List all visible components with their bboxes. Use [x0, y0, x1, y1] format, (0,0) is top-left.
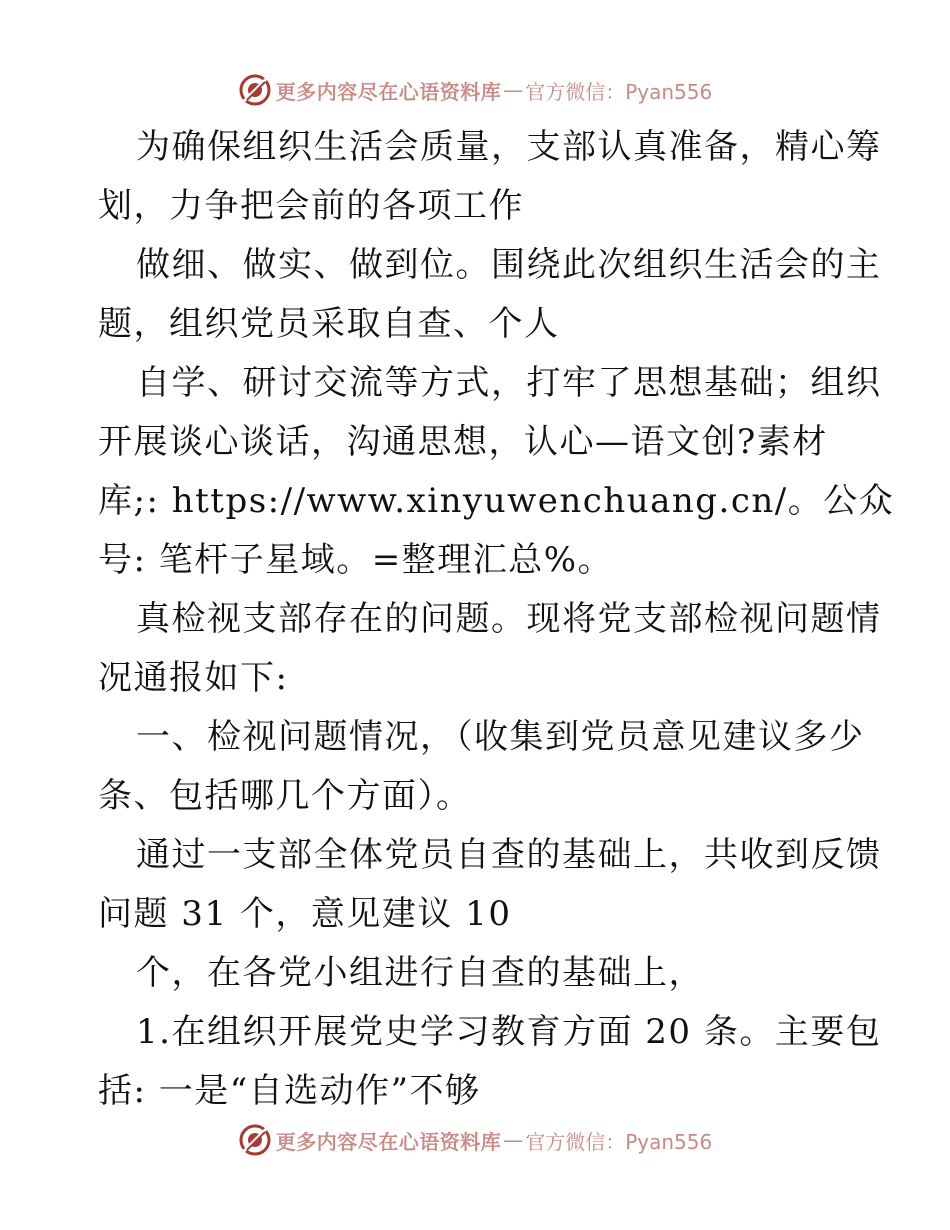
text-line: 号: 笔杆子星域。=整理汇总%。 [98, 540, 614, 580]
text-line: 条、包括哪几个方面）。 [98, 776, 472, 816]
text-line: 括: 一是“自选动作”不够 [98, 1071, 481, 1111]
text-line: 开展谈心谈话，沟通思想，认心—语文创?素材 [98, 422, 828, 462]
text-line: 真检视支部存在的问题。现将党支部检视问题情 [136, 599, 882, 639]
text-line: 题，组织党员采取自查、个人 [98, 304, 560, 344]
text-line: 划，力争把会前的各项工作 [98, 186, 524, 226]
text-line: 1.在组织开展党史学习教育方面 20 条。主要包 [136, 1012, 882, 1052]
text-line: 自学、研讨交流等方式，打牢了思想基础；组织 [136, 363, 882, 403]
banner-dash: — [503, 1128, 524, 1152]
library-logo-icon [238, 73, 272, 107]
document-body [98, 118, 895, 1121]
text-line: 问题 31 个，意见建议 10 [98, 894, 512, 934]
banner-wechat-text: 官方微信：Pyan556 [525, 79, 713, 104]
text-line: 为确保组织生活会质量，支部认真准备，精心筹 [136, 127, 882, 167]
text-line: 况通报如下: [98, 658, 289, 698]
header-banner [0, 70, 950, 110]
banner-wechat-text: 官方微信：Pyan556 [525, 1129, 713, 1154]
text-line: 通过一支部全体党员自查的基础上，共收到反馈 [136, 835, 882, 875]
footer-banner [0, 1120, 950, 1160]
banner-brand-text: 更多内容尽在心语资料库 [275, 1129, 502, 1154]
banner-dash: — [503, 78, 524, 102]
library-logo-icon [238, 1123, 272, 1157]
text-line: 做细、做实、做到位。围绕此次组织生活会的主 [136, 245, 882, 285]
banner-brand-text: 更多内容尽在心语资料库 [275, 79, 502, 104]
text-line: 一、检视问题情况，（收集到党员意见建议多少 [136, 717, 865, 757]
text-line: 个，在各党小组进行自查的基础上， [136, 953, 704, 993]
text-line: 库;: https://www.xinyuwenchuang.cn/。公众 [98, 481, 895, 521]
